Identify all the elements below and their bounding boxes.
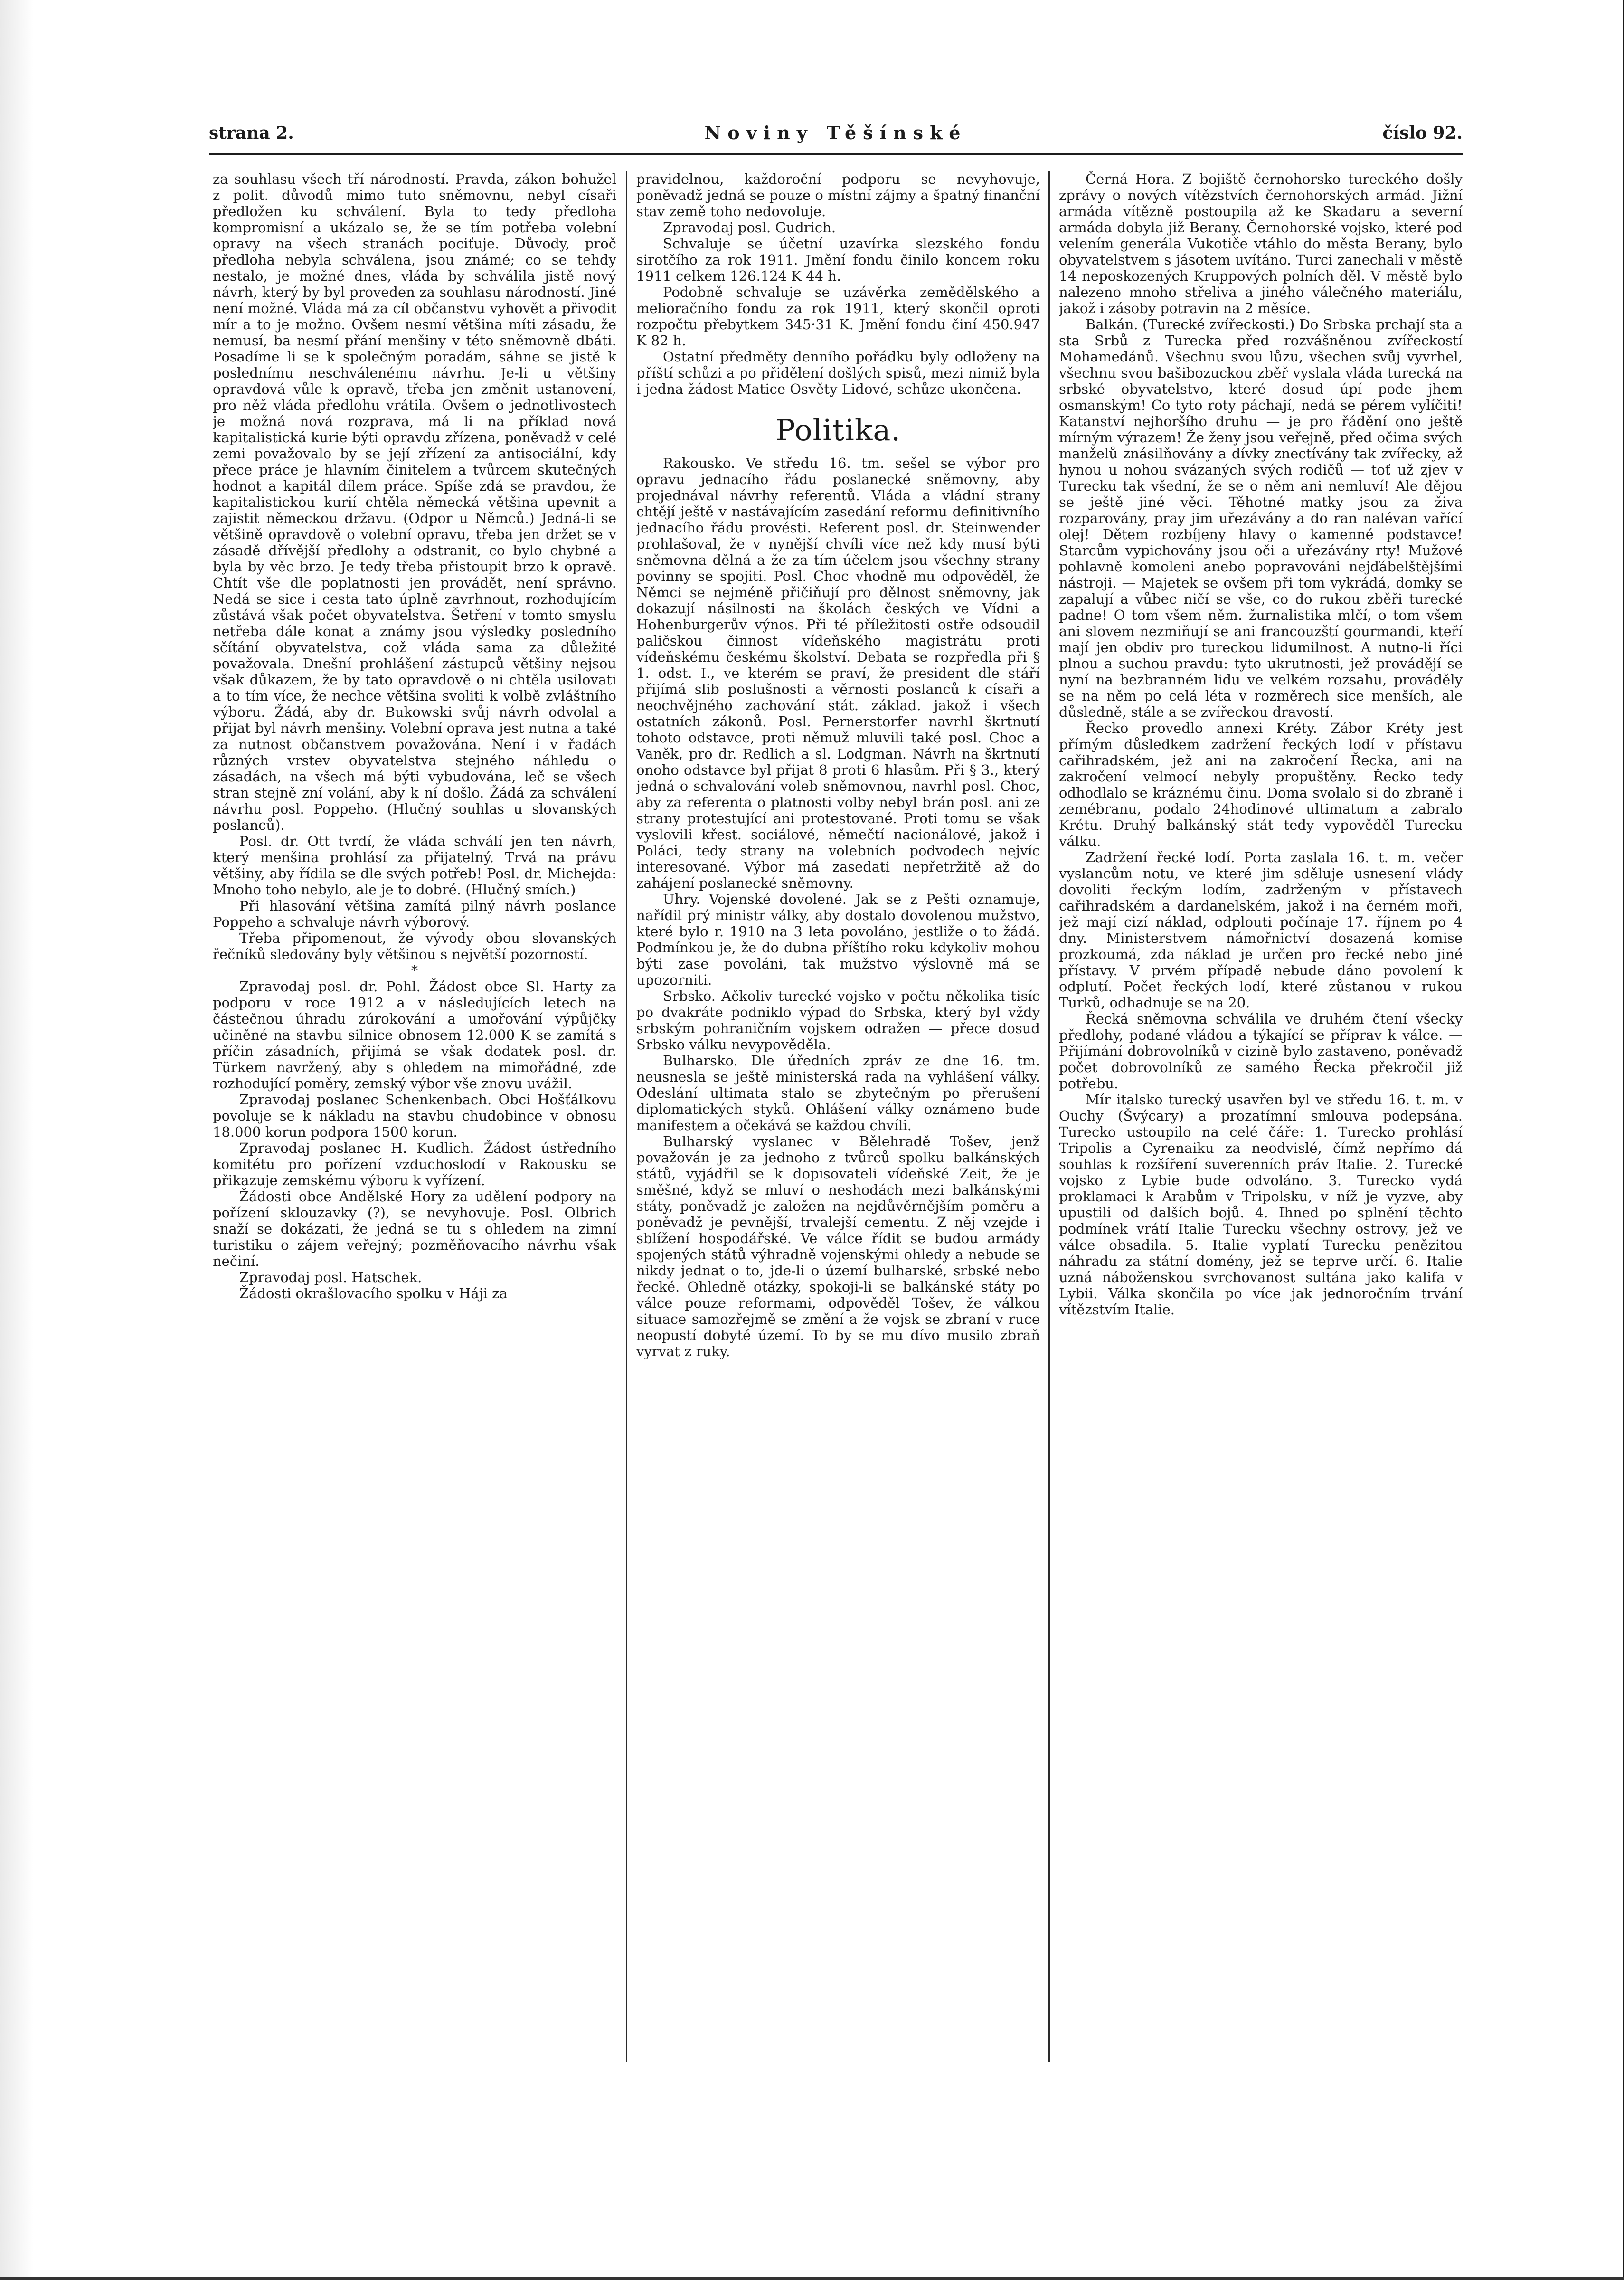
section-separator: * [411, 962, 418, 978]
paragraph: pravidelnou, každoroční podporu se nevyhovuje, poněvadž jedná se pouze o místní zájmy a špatný finanční stav země toho nedovoluje. [636, 171, 1040, 219]
newspaper-title: Noviny Těšínské [704, 122, 967, 143]
paragraph: Řecká sněmovna schválila ve druhém čtení všecky předlohy, podané vládou a týkající se příprav k válce. — Přijímání dobrovolníků v cizině bylo zastaveno, poněvadž počet dobrovolníků ze samého Řecka překročil již potřebu. [1059, 1011, 1463, 1092]
scan-edge-bottom [0, 2277, 1624, 2280]
paragraph: Podobně schvaluje se uzávěrka zemědělského a melioračního fondu za rok 1911, který skončil oproti rozpočtu přebytkem 345·31 K. Jmění fondu činí 450.947 K 82 h. [636, 284, 1040, 349]
paragraph: Žádosti obce Andělské Hory za udělení podpory na pořízení sklouzavky (?), se nevyhovuje. Posl. Olbrich snaží se dokázati, že jedná se tu s ohledem na zimní turistiku o zájem veřejný; pozměňovacího návrhu však nečiní. [213, 1188, 616, 1269]
paragraph: Zpravodaj posl. Gudrich. [663, 219, 836, 236]
paragraph: Při hlasování většina zamítá pilný návrh poslance Poppeho a schvaluje návrh výborový. [213, 898, 616, 930]
paragraph: Řecko provedlo annexi Kréty. Zábor Kréty jest přímým důsledkem zadržení řeckých lodí v přístavu cařihradském, jež ani na zakročení Řecka, ani na zakročení velmocí nebyly propuštěny. Řecko tedy odhodlalo se kráznému činu. Doma svolalo si do zbraně i zemébranu, podalo 24hodinové ultimatum a zabralo Krétu. Druhý balkánský stát tedy vypověděl Turecku válku. [1059, 720, 1463, 849]
column-1 [213, 171, 616, 2071]
paragraph: Rakousko. Ve středu 16. tm. sešel se výbor pro opravu jednacího řádu poslanecké sněmovny, aby projednával návrhy referentů. Vláda a vládní strany chtějí ještě v nastávajícím zasedání reformu definitivního jednacího řádu provésti. Referent posl. dr. Steinwender prohlašoval, že v nynější chvíli více než kdy musí býti sněmovna dělná a že za tím účelem jsou všechny strany povinny se spojiti. Posl. Choc vhodně mu odpověděl, že Němci se nejméně přičiňují pro dělnost sněmovny, jak dokazují násilnosti na školách českých ve Vídni a Hohenburgerův výnos. Při té příležitosti ostře odsoudil paličskou činnost vídeňského magistrátu proti vídeňskému českému školství. Debata se rozpředla při § 1. odst. I., ve kterém se praví, že president dle stáří přijímá slib poslušnosti a věrnosti poslanců k císaři a neochvějného zachování stát. základ. jakož i všech ostatních zákonů. Posl. Pernerstorfer navrhl škrtnutí tohoto odstavce, proti němuž mluvili také posl. Choc a Vaněk, pro dr. Redlich a sl. Lodgman. Návrh na škrtnutí onoho odstavce byl přijat 8 proti 6 hlasům. Při § 3., který jedná o schvalování voleb sněmovnou, navrhl posl. Choc, aby za referenta o platnosti volby nebyl brán posl. ani ze strany protestující ani protestované. Proti tomu se však vyslovili křest. sociálové, němečtí nacionálové, jakož i Poláci, tedy strany na volebních podvodech nejvíc interesované. Výbor má zasedati nepřetržitě až do zahájení poslanecké sněmovny. [636, 455, 1040, 891]
scan-edge-left [0, 0, 33, 2280]
paragraph: Ostatní předměty denního pořádku byly odloženy na příští schůzi a po přidělení došlých spisů, mezi nimiž byla i jedna žádost Matice Osvěty Lidové, schůze ukončena. [636, 349, 1040, 397]
paragraph: Srbsko. Ačkoliv turecké vojsko v počtu několika tisíc po dvakráte podniklo výpad do Srbska, který byl vždy srbským pohraničním vojskem odražen — přece dosud Srbsko válku nevypověděla. [636, 988, 1040, 1053]
header-rule [209, 153, 1463, 155]
paragraph: Černá Hora. Z bojiště černohorsko tureckého došly zprávy o nových vítězstvích černohorských armád. Jižní armáda vítězně postoupila až ke Skadaru a severní armáda dobyla již Berany. Černohorské vojsko, které pod velením generála Vukotiče vtáhlo do města Berany, bylo obyvatelstvem s jásotem uvítáno. Turci zanechali v městě 14 neposkozených Kruppových polních děl. V městě bylo nalezeno mnoho střeliva a jiného válečného materiálu, jakož i zásoby potravin na 2 měsíce. [1059, 171, 1463, 316]
page-number: strana 2. [209, 123, 294, 143]
paragraph: Bulharský vyslanec v Bělehradě Tošev, jenž považován je za jednoho z tvůrců spolku balkánských států, vyjádřil se k dopisovateli vídeňské Zeit, že je směšné, když se mluví o neshodách mezi balkánskými státy, poněvadž je založen na nejdůvěrnějším poměru a poněvadž je pevnější, trvalejší cementu. Z něj vzejde i sblížení hospodářské. Ve válce řídit se budou armády spojených států výhradně vojenskými ohledy a nebude se nikdy jednat o to, jde-li o území bulharské, srbské nebo řecké. Ohledně otázky, spokoji-li se balkánské státy po válce pouze reformami, odpověděl Tošev, že válkou situace samozřejmě se změní a že vojsk se zbraní v ruce neopustí dobyté území. To by se mu dívo musilo zbraň vyrvat z ruky. [636, 1133, 1040, 1359]
paragraph: Třeba připomenout, že vývody obou slovanských řečníků sledovány byly většinou s největší pozorností. [213, 930, 616, 962]
column-divider-1 [626, 171, 627, 2062]
paragraph: Bulharsko. Dle úředních zpráv ze dne 16. tm. neusnesla se ještě ministerská rada na vyhlášení války. Odeslání ultimata stalo se zbytečným po přerušení diplomatických styků. Ohlášení války oznámeno bude manifestem a očekává se každou chvíli. [636, 1053, 1040, 1133]
paragraph: Posl. dr. Ott tvrdí, že vláda schválí jen ten návrh, který menšina prohlásí za přijatelný. Trvá na právu většiny, aby řídila se dle svých potřeb! Posl. dr. Michejda: Mnoho toho nebylo, ale je to dobré. (Hlučný smích.) [213, 833, 616, 898]
page-header [209, 119, 1463, 152]
paragraph: Uhry. Vojenské dovolené. Jak se z Pešti oznamuje, nařídil prý ministr války, aby dostalo dovolenou mužstvo, které bylo r. 1910 na 3 leta povoláno, jestliže o to žádá. Podmínkou je, že do dubna příštího roku kdykoliv mohou býti zase povoláni, tak mužstvo výslovně má se upozorniti. [636, 891, 1040, 988]
paragraph: Schvaluje se účetní uzavírka slezského fondu sirotčího za rok 1911. Jmění fondu činilo koncem roku 1911 celkem 126.124 K 44 h. [636, 236, 1040, 284]
paragraph: za souhlasu všech tří národností. Pravda, zákon bohužel z polit. důvodů mimo tuto sněmovnu, nebyl císaři předložen ku schválení. Byla to tedy předloha kompromisní a ukázalo se, že se tím potřeba volební opravy na všech stranách pociťuje. Důvody, proč předloha nebyla schválena, jsou známé; co se tehdy nestalo, je možné dnes, vláda by schválila jistě nový návrh, který by byl proveden za souhlasu národností. Jiné není možné. Vláda má za cíl občanstvu vyhovět a přivodit mír a to je možno. Ovšem nesmí většina míti zásadu, že nemusí, ba nesmí přání menšiny v této sněmovně dbáti. Posadíme li se k společným poradám, sáhne se jistě k poslednímu neschválenému návrhu. Je-li u většiny opravdová vůle k opravě, třeba jen změnit ustanovení, pro něž vláda předlohu vrátila. Ovšem o jednotlivostech je možná nová rozprava, má li na příklad nová kapitalistická kurie býti opravdu zřízena, poněvadž v celé zemi považovalo by se její zřízení za antisociální, kdy přece práce je hlavním činitelem a tvůrcem skutečných hodnot a kapitál dílem práce. Spíše zdá se pravdou, že kapitalistickou kurií chtěla německá většina upevnit a zajistit německou državu. (Odpor u Němců.) Jedná-li se většině opravdově o volební opravu, třeba jen držet se v zásadě dřívější předlohy a odstranit, co bylo chybné a byla by věc brzo. Je tedy třeba přistoupit brzo k opravě. Chtít vše dle poplatnosti jen provádět, není správno. Nedá se sice i cesta tato úplně zavrhnout, rozhodujícím zůstává však počet obyvatelstva. Šetření v tomto smyslu netřeba dále konat a známy jsou výsledky posledního sčítání obyvatelstva, což vláda sama za důležité považovala. Dnešní prohlášení zástupců většiny nejsou však důkazem, že by tato opravdově o ni chtěla usilovati a to tím více, že nechce většina svoliti k volbě zvláštního výboru. Žádá, aby dr. Bukowski svůj návrh odvolal a přijat byl návrh menšiny. Volební oprava jest nutna a také za nutnost občanstvem považována. Není i v řadách různých vrstev obyvatelstva stejného náhledu o zásadách, na všech má býti vybudována, leč se všech stran stejně zní volání, aby k ní došlo. Žádá za schválení návrhu posl. Poppeho. (Hlučný souhlas u slovanských poslanců). [213, 171, 616, 833]
paragraph: Zpravodaj posl. Hatschek. [239, 1269, 422, 1285]
paragraph: Mír italsko turecký usavřen byl ve středu 16. t. m. v Ouchy (Švýcary) a prozatímní smlouva podepsána. Turecko ustoupilo na celé čáře: 1. Turecko prohlásí Tripolis a Cyrenaiku za neodvislé, čímž nepřímo dá souhlas k rozšíření suverenních práv Italie. 2. Turecké vojsko z Lybie bude odvoláno. 3. Turecko vydá proklamaci k Arabům v Tripolsku, v níž je vyzve, aby upustili od dalších bojů. 4. Ihned po splnění těchto podmínek vrátí Italie Turecku všechny ostrovy, jež ve válce obsadila. 5. Italie vyplatí Turecku penězitou náhradu za státní domény, jež se teprve určí. 6. Italie uzná náboženskou svrchovanost sultána jako kalifa v Lybii. Válka skončila po více jak jednoročním trvání vítězstvím Italie. [1059, 1092, 1463, 1318]
section-heading-politika: Politika. [775, 413, 901, 447]
paragraph: Zadržení řecké lodí. Porta zaslala 16. t. m. večer vyslancům notu, ve které jim sděluje usnesení vlády dovoliti řeckým lodím, zadrženým v přístavech cařihradském a dardanelském, jakož i na černém moři, jež mají cizí náklad, odplouti počínaje 17. říjnem po 4 dny. Ministerstvem námořnictví dosazená komise prozkoumá, zda náklad je určen pro řecké nebo jiné přístavy. V prvém případě nebude dáno povolení k odplutí. Počet řeckých lodí, které zůstanou v rukou Turků, odhadnuje se na 20. [1059, 849, 1463, 1011]
paragraph: Balkán. (Turecké zvířeckosti.) Do Srbska prchají sta a sta Srbů z Turecka před rozvášněnou zvířeckostí Mohamedánů. Všechnu svou lůzu, všechen svůj vyvrhel, všechnu svou bašibozuckou zběř vyslala vláda turecká na srbské obyvatelstvo, které dosud úpí pode jhem osmanským! Co tyto roty páchají, nedá se pérem vylíčiti! Katanství nejhoršího druhu — je pro řádění ono ještě mírným výrazem! Že ženy jsou veřejně, před očima svých manželů znásilňovány a dívky znectívány tak zvířecky, až hynou u nohou svázaných svých rodičů — toť už zjev v Turecku tak všední, že se o něm ani nemluví! Ale dějou se ještě jiné věci. Těhotné matky jsou za živa rozparovány, pray jim uřezávány a do ran nalévan vařící olej! Dětem rozbíjeny hlavy o kamenné podstavce! Starcům vypichovány jsou oči a uřezávány rty! Mužové pohlavně komoleni anebo popravováni nejďábelštějšími nástroji. — Majetek se ovšem při tom vykrádá, domky se zapalují a vůbec ničí se vše, co do rukou zběři turecké padne! O tom všem něm. žurnalistika mlčí, o tom všem ani slovem nezmiňují se ani francouzští gourmandi, kteří mají jen obdiv pro tureckou lidumilnost. A nutno-li říci plnou a suchou pravdu: tyto ukrutnosti, jež provádějí se nyní na bezbranném lidu ve velkém rozsahu, prováděly se na něm po celá léta v rozměrech sice menších, ale důsledně, stále a se zvířeckou dravostí. [1059, 316, 1463, 720]
column-divider-2 [1048, 171, 1050, 2062]
issue-number: číslo 92. [1382, 123, 1463, 143]
paragraph: Zpravodaj poslanec H. Kudlich. Žádost ústředního komitétu pro pořízení vzduchoslodí v Rakousku se přikazuje zemskému výboru k vyřízení. [213, 1140, 616, 1188]
column-2 [636, 171, 1040, 2071]
paragraph: Žádosti okrašlovacího spolku v Háji za [239, 1285, 508, 1302]
column-3 [1059, 171, 1463, 2071]
paragraph: Zpravodaj posl. dr. Pohl. Žádost obce Sl. Harty za podporu v roce 1912 a v následujících letech na částečnou úhradu zúrokování a umořování výpůjčky učiněné na stavbu silnice obnosem 12.000 K se zamítá s příčin zásadních, přijímá se však dodatek posl. dr. Türkem navržený, aby s ohledem na mimořádné, zde rozhodující poměry, zemský výbor vše znovu uvážil. [213, 978, 616, 1092]
paragraph: Zpravodaj poslanec Schenkenbach. Obci Hošťálkovu povoluje se k nákladu na stavbu chudobince v obnosu 18.000 korun podpora 1500 korun. [213, 1092, 616, 1140]
